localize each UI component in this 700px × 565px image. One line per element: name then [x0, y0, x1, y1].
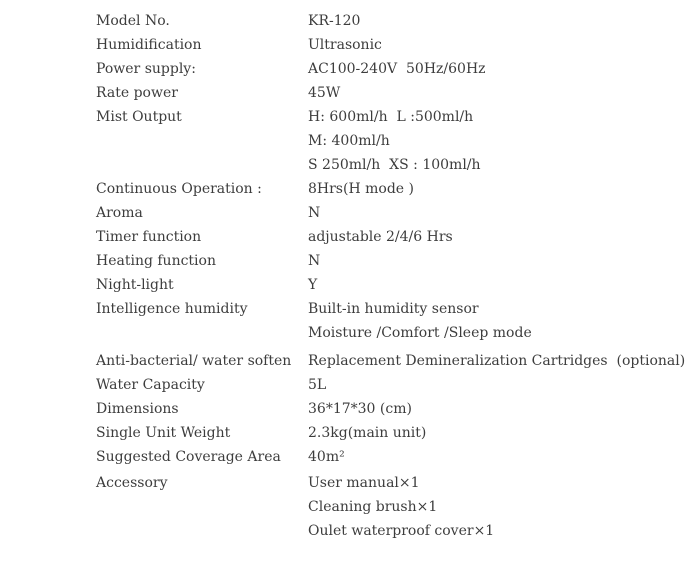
- spec-row-humidification: [96, 33, 676, 57]
- spec-row-mist-output: [96, 105, 676, 177]
- spec-value: User manual×1: [308, 475, 420, 491]
- spec-row-rate-power: [96, 81, 676, 105]
- spec-label: Mist Output: [96, 109, 182, 125]
- spec-row-heating-function: [96, 249, 676, 273]
- spec-row-timer-function: [96, 225, 676, 249]
- spec-row-single-unit-weight: [96, 421, 676, 445]
- spec-value: 2.3kg(main unit): [308, 425, 427, 441]
- spec-value: Ultrasonic: [308, 37, 382, 53]
- spec-row-accessory: [96, 471, 676, 543]
- spec-label: Intelligence humidity: [96, 301, 248, 317]
- spec-value: 8Hrs(H mode ): [308, 181, 414, 197]
- spec-row-power-supply: [96, 57, 676, 81]
- spec-value: Cleaning brush×1: [308, 499, 438, 515]
- spec-row-anti-bacterial: [96, 349, 686, 373]
- spec-row-intelligence-humidity: [96, 297, 676, 345]
- spec-value: 45W: [308, 85, 341, 101]
- spec-value: Built-in humidity sensor: [308, 301, 479, 317]
- spec-row-aroma: [96, 201, 676, 225]
- spec-label: Rate power: [96, 85, 178, 101]
- spec-value: Y: [308, 277, 318, 293]
- spec-value: M: 400ml/h: [308, 133, 390, 149]
- specification-table: [96, 9, 686, 543]
- spec-label: Humidification: [96, 37, 202, 53]
- spec-row-continuous-operation: [96, 177, 676, 201]
- spec-value: 5L: [308, 377, 327, 393]
- spec-label: Timer function: [96, 229, 202, 245]
- spec-value: AC100-240V 50Hz/60Hz: [308, 61, 486, 77]
- spec-value: 40m²: [308, 449, 345, 465]
- spec-value: N: [308, 253, 321, 269]
- spec-value: adjustable 2/4/6 Hrs: [308, 229, 453, 245]
- spec-row-dimensions: [96, 397, 676, 421]
- spec-value: N: [308, 205, 321, 221]
- spec-value: KR-120: [308, 13, 361, 29]
- spec-label: Aroma: [96, 205, 143, 221]
- spec-row-suggested-coverage-area: [96, 445, 676, 469]
- spec-value: 36*17*30 (cm): [308, 401, 412, 417]
- spec-label: Night-light: [96, 277, 174, 293]
- spec-value: Moisture /Comfort /Sleep mode: [308, 325, 532, 341]
- spec-value: H: 600ml/h L :500ml/h: [308, 109, 474, 125]
- spec-label: Heating function: [96, 253, 216, 269]
- spec-label: Accessory: [96, 475, 168, 491]
- spec-label: Power supply:: [96, 61, 196, 77]
- spec-row-night-light: [96, 273, 676, 297]
- spec-label: Suggested Coverage Area: [96, 449, 281, 465]
- spec-value: S 250ml/h XS : 100ml/h: [308, 157, 481, 173]
- spec-label: Model No.: [96, 13, 170, 29]
- spec-row-model-no: [96, 9, 676, 33]
- spec-row-water-capacity: [96, 373, 676, 397]
- spec-label: Water Capacity: [96, 377, 205, 393]
- spec-value: Oulet waterproof cover×1: [308, 523, 495, 539]
- spec-label: Anti-bacterial/ water soften: [96, 353, 292, 369]
- spec-label: Dimensions: [96, 401, 179, 417]
- spec-label: Continuous Operation :: [96, 181, 262, 197]
- spec-value: Replacement Demineralization Cartridges (optional): [308, 353, 686, 369]
- spec-label: Single Unit Weight: [96, 425, 231, 441]
